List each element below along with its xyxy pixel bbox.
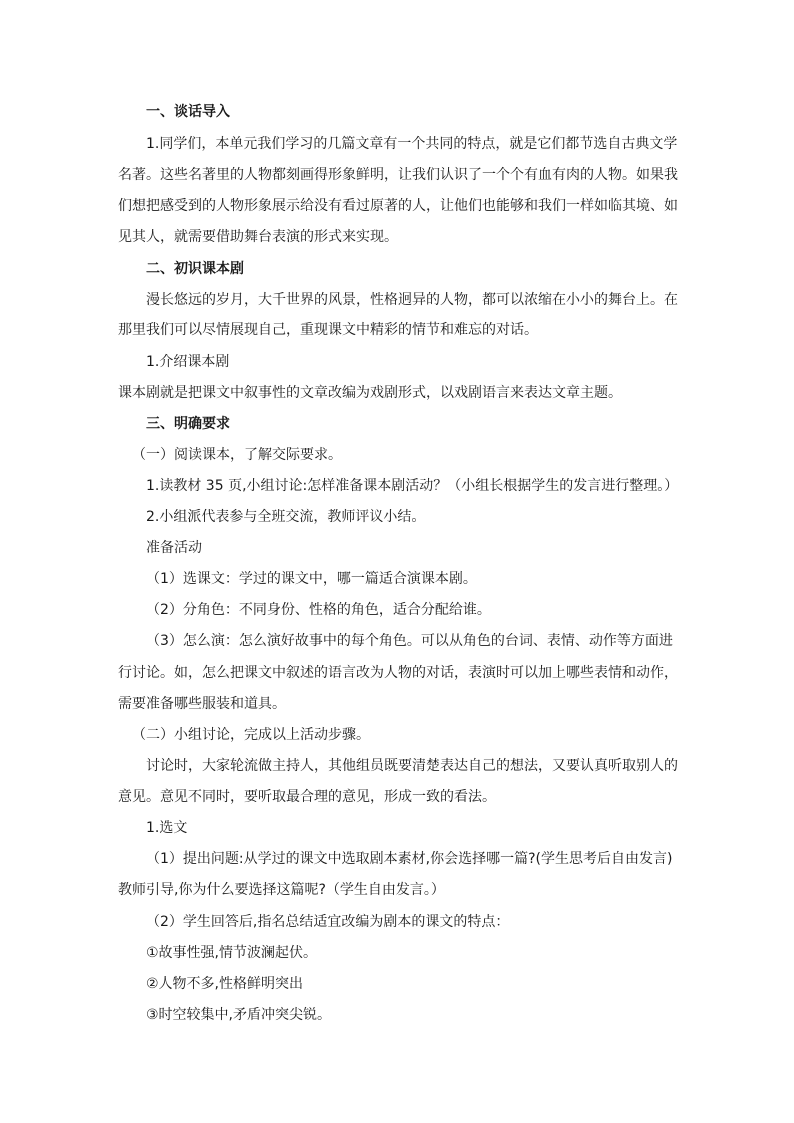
list-item: 2.小组派代表参与全班交流，教师评议小结。 xyxy=(146,509,426,525)
sub-heading: 1.选文 xyxy=(146,820,188,836)
sub-heading: 准备活动 xyxy=(146,540,202,556)
list-item: （1）提出问题:从学过的课文中选取剧本素材,你会选择哪一篇?(学生思考后自由发言) xyxy=(146,851,673,867)
paragraph-line: 漫长悠远的岁月，大千世界的风景，性格迥异的人物，都可以浓缩在小小的舞台上。在 xyxy=(146,292,678,308)
sub-heading: （一）阅读课本，了解交际要求。 xyxy=(132,447,342,463)
paragraph-line: 课本剧就是把课文中叙事性的文章改编为戏剧形式，以戏剧语言来表达文章主题。 xyxy=(118,385,622,401)
list-item: 1.读教材 35 页,小组讨论:怎样准备课本剧活动？（小组长根据学生的发言进行整理。） xyxy=(146,478,679,494)
section-heading-requirements: 三、明确要求 xyxy=(146,416,230,432)
section-heading-intro: 一、谈话导入 xyxy=(146,104,230,120)
list-item: ③时空较集中,矛盾冲突尖锐。 xyxy=(146,1007,332,1023)
list-item: ①故事性强,情节波澜起伏。 xyxy=(146,945,318,961)
paragraph-line: 行讨论。如，怎么把课文中叙述的语言改为人物的对话，表演时可以加上哪些表情和动作， xyxy=(118,665,678,681)
paragraph-line: 们想把感受到的人物形象展示给没有看过原著的人，让他们也能够和我们一样如临其境、如 xyxy=(118,198,678,214)
list-item: （3）怎么演：怎么演好故事中的每个角色。可以从角色的台词、表情、动作等方面进 xyxy=(146,633,673,649)
sub-heading: 1.介绍课本剧 xyxy=(146,354,230,370)
list-item: （2）学生回答后,指名总结适宜改编为剧本的课文的特点： xyxy=(146,914,510,930)
list-item: （2）分角色：不同身份、性格的角色，适合分配给谁。 xyxy=(146,602,491,618)
section-heading-drama: 二、初识课本剧 xyxy=(146,261,244,277)
paragraph-line: 名著。这些名著里的人物都刻画得形象鲜明，让我们认识了一个个有血有肉的人物。如果我 xyxy=(118,167,678,183)
list-item: （1）选课文：学过的课文中，哪一篇适合演课本剧。 xyxy=(146,571,477,587)
paragraph-line: 讨论时，大家轮流做主持人，其他组员既要清楚表达自己的想法，又要认真听取别人的 xyxy=(146,758,678,774)
list-item: ②人物不多,性格鲜明突出 xyxy=(146,976,304,992)
paragraph-line: 意见。意见不同时，要听取最合理的意见，形成一致的看法。 xyxy=(118,789,496,805)
paragraph-line: 需要准备哪些服装和道具。 xyxy=(118,696,286,712)
paragraph-line: 教师引导,你为什么要选择这篇呢?（学生自由发言。） xyxy=(118,882,445,898)
sub-heading: （二）小组讨论，完成以上活动步骤。 xyxy=(132,727,370,743)
paragraph-line: 见其人，就需要借助舞台表演的形式来实现。 xyxy=(118,229,398,245)
paragraph-line: 1.同学们，本单元我们学习的几篇文章有一个共同的特点，就是它们都节选自古典文学 xyxy=(146,136,678,152)
paragraph-line: 那里我们可以尽情展现自己，重现课文中精彩的情节和难忘的对话。 xyxy=(118,322,538,338)
